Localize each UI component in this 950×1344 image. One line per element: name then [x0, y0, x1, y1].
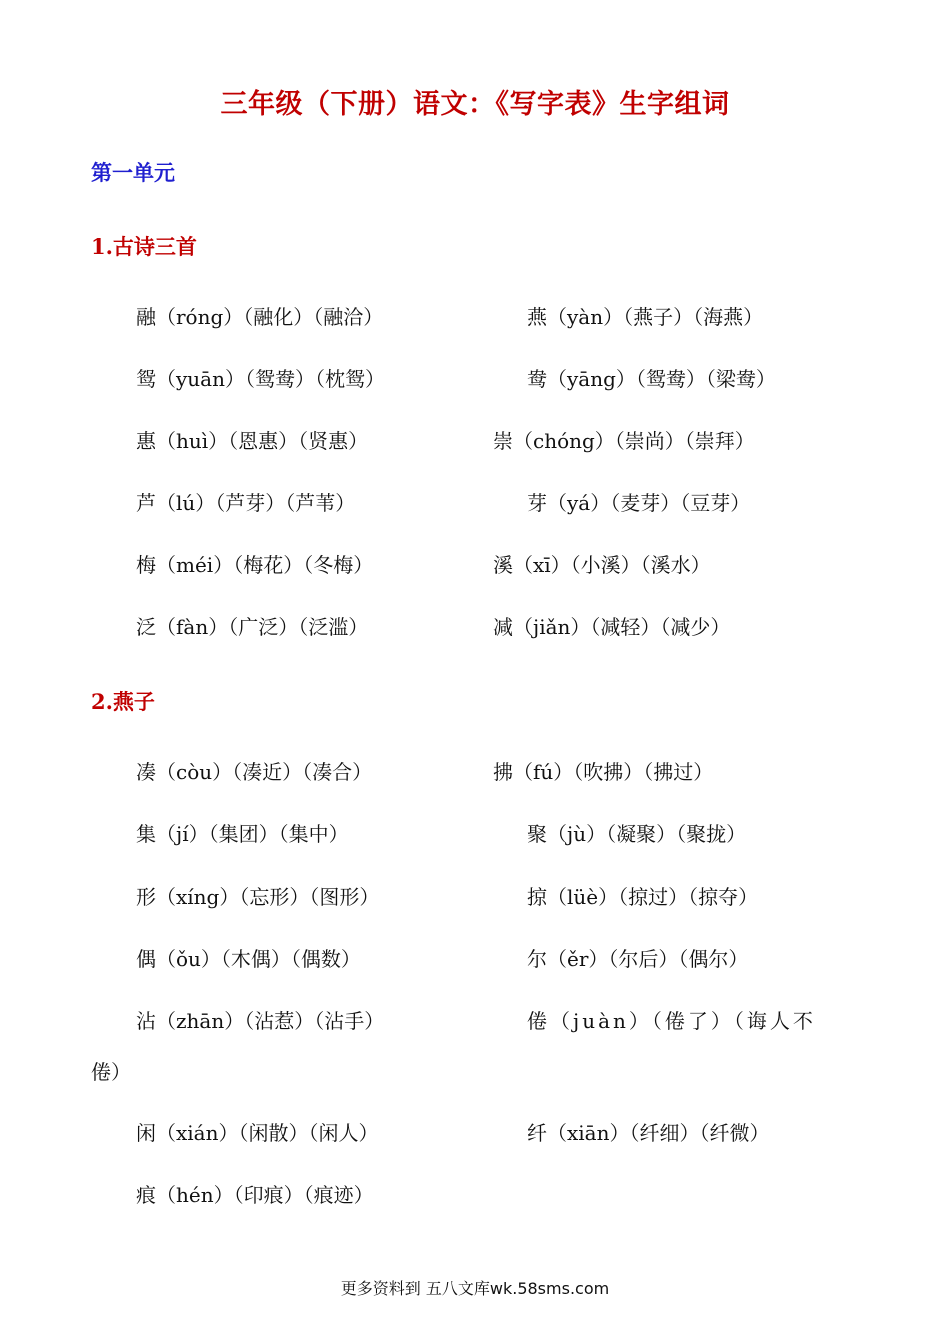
word-entry: 溪（xī）（小溪）（溪水）: [493, 553, 711, 577]
word-entry: 鸳（yuān）（鸳鸯）（枕鸳）: [136, 367, 385, 391]
word-entry: 燕（yàn）（燕子）（海燕）: [527, 305, 764, 329]
word-entry: 集（jí）（集团）（集中）: [136, 822, 349, 846]
word-entry: 聚（jù）（凝聚）（聚拢）: [527, 822, 747, 846]
word-entry: 形（xíng）（忘形）（图形）: [136, 885, 380, 909]
word-entry: 凑（còu）（凑近）（凑合）: [136, 760, 373, 784]
word-entry: 纤（xiān）（纤细）（纤微）: [527, 1121, 770, 1145]
word-entry: 泛（fàn）（广泛）（泛滥）: [136, 615, 369, 639]
word-entry: 惠（huì）（恩惠）（贤惠）: [136, 429, 369, 453]
footer-text: 更多资料到 五八文库wk.58sms.com: [340, 1279, 610, 1298]
word-entry: 融（róng）（融化）（融洽）: [136, 305, 384, 329]
word-entry: 芽（yá）（麦芽）（豆芽）: [527, 491, 751, 515]
word-entry: 梅（méi）（梅花）（冬梅）: [136, 553, 374, 577]
word-entry: 崇（chóng）（崇尚）（崇拜）: [493, 429, 755, 453]
lesson-heading-1: 1.古诗三首: [91, 234, 197, 259]
page-title: 三年级（下册）语文：《写字表》生字组词: [220, 89, 730, 120]
word-entry: 拂（fú）（吹拂）（拂过）: [493, 760, 714, 784]
unit-heading: 第一单元: [91, 160, 175, 185]
word-entry: 倦（juàn）（倦了）（诲人不: [527, 1009, 816, 1033]
word-entry: 芦（lú）（芦芽）（芦苇）: [136, 491, 356, 515]
word-entry: 偶（ǒu）（木偶）（偶数）: [136, 947, 361, 971]
word-entry: 尔（ěr）（尔后）（偶尔）: [527, 947, 749, 971]
word-entry: 沾（zhān）（沾惹）（沾手）: [136, 1009, 385, 1033]
word-entry: 闲（xián）（闲散）（闲人）: [136, 1121, 379, 1145]
word-entry: 痕（hén）（印痕）（痕迹）: [136, 1183, 374, 1207]
word-entry: 减（jiǎn）（减轻）（减少）: [493, 615, 731, 639]
lesson-heading-2: 2.燕子: [91, 689, 155, 714]
word-entry: 鸯（yāng）（鸳鸯）（梁鸯）: [527, 367, 776, 391]
word-entry: 掠（lüè）（掠过）（掠夺）: [527, 885, 759, 909]
word-entry-continuation: 倦）: [91, 1060, 131, 1084]
